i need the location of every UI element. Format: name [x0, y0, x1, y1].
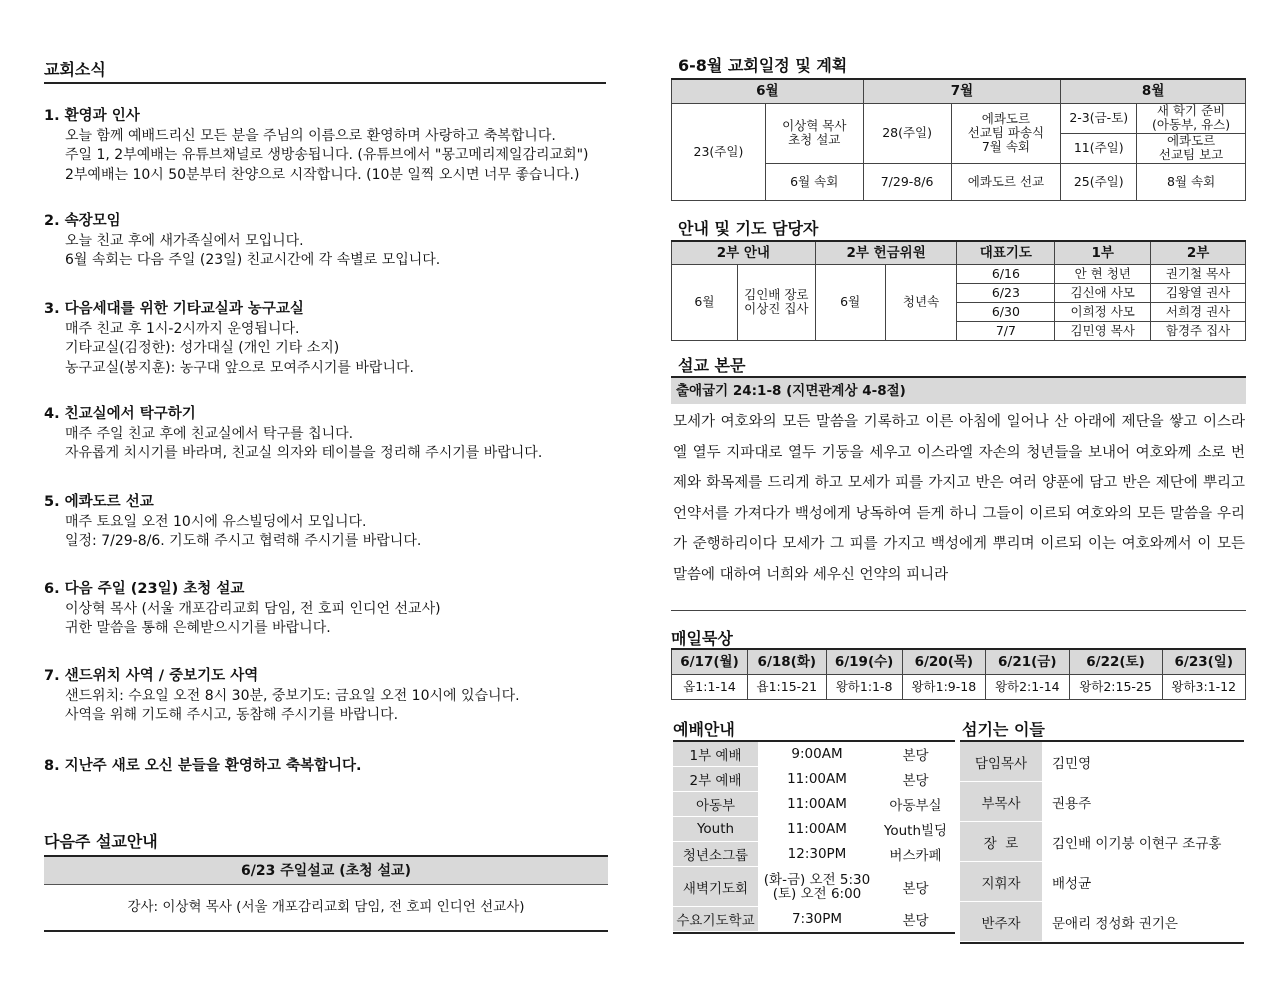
daily-title: 매일묵상 — [671, 629, 733, 648]
schedule-event: 에콰도르 선교팀 보고 — [1137, 133, 1246, 163]
news-line: 사역을 위해 기도해 주시고, 동참해 주시기를 바랍니다. — [65, 707, 399, 723]
schedule-date: 23(주일) — [672, 103, 766, 200]
sermon-text: 모세가 여호와의 모든 말씀을 기록하고 이른 아침에 일어나 산 아래에 제단을 쌓고 이스라엘 열두 지파대로 열두 기둥을 세우고 이스라엘 자손의 청년들을 보내어 여호와께 소로 번제와 화목제를 드리게 하고 모세가 피를 가지고 반은 여러 양푼에 담고 반은 제단에 뿌리고 언약서를 가져다가 백성에게 낭독하여 듣게 하니 그들이 이르되 여호와의 모든 말씀을 우리가 준행하리이다 모세가 그 피를 가지고 백성에게 뿌리며 이르되 이는 여호와께서 이 모든 말씀에 대하여 너희와 세우신 언약의 피니라 — [673, 414, 1245, 583]
sermon-rule — [671, 610, 1246, 611]
next-sermon-header: 6/23 주일설교 (초청 설교) — [44, 857, 608, 885]
schedule-title: 6-8월 교회일정 및 계획 — [678, 56, 848, 75]
news-line: 주일 1, 2부예배는 유튜브채널로 생방송됩니다. (유튜브에서 "몽고메리제일감리교회") — [65, 147, 589, 163]
news-item — [44, 667, 614, 726]
worship-name: 2부 예배 — [673, 767, 758, 791]
news-item — [44, 757, 614, 777]
guide-table — [671, 240, 1246, 341]
daily-day: 6/23(일) — [1162, 649, 1246, 674]
schedule-event: 새 학기 준비 (아동부, 유스) — [1137, 103, 1246, 133]
servant-role: 반주자 — [960, 902, 1042, 941]
news-line: 농구교실(봉지훈): 농구대 앞으로 모여주시기를 바랍니다. — [65, 359, 414, 376]
prayer-p2: 김왕열 권사 — [1151, 283, 1246, 302]
news-line: 자유롭게 치시기를 바라며, 친교실 의자와 테이블을 정리해 주시기를 바랍니다. — [65, 445, 543, 461]
worship-row — [673, 742, 955, 767]
prayer-p1: 김신애 사모 — [1055, 283, 1151, 302]
news-item — [44, 580, 614, 639]
next-sermon-title: 다음주 설교안내 — [44, 832, 158, 851]
schedule-event: 6월 속회 — [765, 163, 863, 200]
worship-title: 예배안내 — [673, 720, 735, 739]
worship-place: Youth빌딩 — [883, 823, 948, 839]
daily-ref: 왕하2:1-14 — [986, 674, 1069, 699]
news-item — [44, 212, 614, 271]
worship-row — [673, 907, 955, 932]
news-line: 매주 토요일 오전 10시에 유스빌딩에서 모입니다. — [65, 513, 367, 530]
servant-role: 담임목사 — [960, 742, 1042, 781]
servant-role: 지휘자 — [960, 862, 1042, 901]
schedule-date: 11(주일) — [1061, 133, 1137, 163]
worship-row — [673, 842, 955, 867]
daily-ref: 옵1:1-14 — [672, 674, 748, 699]
daily-ref: 왕하2:15-25 — [1069, 674, 1162, 699]
worship-row — [673, 792, 955, 817]
prayer-p1: 김민영 목사 — [1055, 321, 1151, 340]
worship-name: 수요기도학교 — [673, 907, 758, 931]
sermon-reference: 출애굽기 24:1-8 (지면관계상 4-8절) — [671, 376, 1246, 404]
news-heading: 7. 샌드위치 사역 / 중보기도 사역 — [44, 668, 259, 684]
schedule-date: 25(주일) — [1061, 163, 1137, 200]
news-item — [44, 107, 614, 185]
schedule-event: 에콰도르 선교 — [951, 163, 1061, 200]
news-heading: 8. 지난주 새로 오신 분들을 환영하고 축복합니다. — [44, 758, 362, 774]
schedule-event: 이상혁 목사 초청 설교 — [765, 103, 863, 163]
news-title-rule — [44, 82, 606, 84]
worship-time: (화-금) 오전 5:30 (토) 오전 6:00 — [763, 871, 871, 902]
guide-month: 6월 — [672, 264, 738, 340]
news-line: 매주 주일 친교 후에 친교실에서 탁구를 칩니다. — [65, 425, 354, 442]
next-sermon-box — [44, 855, 608, 932]
schedule-date: 28(주일) — [863, 103, 951, 163]
daily-ref: 왕하1:9-18 — [902, 674, 985, 699]
news-line: 오늘 함께 예배드리신 모든 분을 주님의 이름으로 환영하며 사랑하고 축복합니다. — [65, 127, 556, 144]
guide-title: 안내 및 기도 담당자 — [678, 219, 819, 238]
news-item — [44, 493, 614, 552]
servant-names: 문애리 정성화 권기은 — [1052, 915, 1178, 932]
servant-row — [960, 822, 1244, 862]
news-heading: 4. 친교실에서 탁구하기 — [44, 406, 196, 422]
servant-names: 배성균 — [1052, 875, 1092, 892]
servant-names: 김민영 — [1052, 755, 1092, 772]
daily-day: 6/17(월) — [672, 649, 748, 674]
news-item — [44, 405, 614, 464]
daily-day: 6/18(화) — [748, 649, 827, 674]
worship-place: 버스카페 — [889, 848, 942, 864]
prayer-date: 6/23 — [957, 283, 1055, 302]
worship-place: 본당 — [902, 880, 929, 897]
month-header: 8월 — [1061, 79, 1246, 103]
worship-name: 새벽기도회 — [673, 867, 758, 906]
daily-day: 6/21(금) — [986, 649, 1069, 674]
worship-name: Youth — [673, 817, 758, 841]
prayer-date: 6/30 — [957, 302, 1055, 321]
servant-row — [960, 742, 1244, 782]
news-title: 교회소식 — [44, 60, 106, 79]
daily-ref: 왕하3:1-12 — [1162, 674, 1246, 699]
prayer-p2: 권기철 목사 — [1151, 264, 1246, 283]
news-heading: 2. 속장모임 — [44, 213, 121, 229]
guide-header: 2부 안내 — [672, 241, 816, 264]
news-line: 이상혁 목사 (서울 개포감리교회 담임, 전 호피 인디언 선교사) — [65, 600, 441, 617]
worship-place: 본당 — [902, 773, 929, 789]
schedule-table — [671, 78, 1246, 201]
news-line: 매주 친교 후 1시-2시까지 운영됩니다. — [65, 320, 300, 337]
news-item — [44, 300, 614, 378]
daily-day: 6/22(토) — [1069, 649, 1162, 674]
schedule-event: 에콰도르 선교팀 파송식 7월 속회 — [951, 103, 1061, 163]
prayer-p1: 이희정 사모 — [1055, 302, 1151, 321]
daily-table — [671, 648, 1246, 700]
worship-row — [673, 867, 955, 907]
guide-header: 2부 헌금위원 — [815, 241, 957, 264]
worship-time: 11:00AM — [787, 771, 847, 787]
news-heading: 6. 다음 주일 (23일) 초청 설교 — [44, 581, 245, 597]
daily-ref: 욥1:15-21 — [748, 674, 827, 699]
worship-table — [673, 740, 955, 934]
worship-time: 12:30PM — [787, 846, 847, 862]
news-line: 오늘 친교 후에 새가족실에서 모입니다. — [65, 232, 304, 249]
daily-ref: 왕하1:1-8 — [826, 674, 902, 699]
worship-name: 청년소그룹 — [673, 842, 758, 866]
guide-header: 2부 — [1151, 241, 1246, 264]
worship-row — [673, 767, 955, 792]
news-line: 6월 속회는 다음 주일 (23일) 친교시간에 각 속별로 모입니다. — [65, 252, 441, 268]
prayer-p2: 서희경 권사 — [1151, 302, 1246, 321]
servant-row — [960, 782, 1244, 822]
worship-name: 아동부 — [673, 792, 758, 816]
month-header: 6월 — [672, 79, 864, 103]
worship-name: 1부 예배 — [673, 742, 758, 766]
next-sermon-speaker: 강사: 이상혁 목사 (서울 개포감리교회 담임, 전 호피 인디언 선교사) — [127, 899, 525, 915]
worship-time: 11:00AM — [787, 796, 847, 812]
guide-header: 대표기도 — [957, 241, 1055, 264]
worship-place: 아동부실 — [889, 798, 942, 814]
daily-day: 6/19(수) — [826, 649, 902, 674]
daily-day: 6/20(목) — [902, 649, 985, 674]
guide-header: 1부 — [1055, 241, 1151, 264]
worship-place: 본당 — [902, 913, 929, 929]
schedule-date: 7/29-8/6 — [863, 163, 951, 200]
worship-row — [673, 817, 955, 842]
news-heading: 5. 에콰도르 선교 — [44, 494, 154, 510]
prayer-date: 6/16 — [957, 264, 1055, 283]
worship-time: 7:30PM — [791, 911, 843, 927]
prayer-p2: 함경주 집사 — [1151, 321, 1246, 340]
servant-names: 김인배 이기붕 이현구 조규홍 — [1052, 835, 1222, 852]
news-heading: 3. 다음세대를 위한 기타교실과 농구교실 — [44, 301, 304, 317]
servant-row — [960, 902, 1244, 942]
servant-role: 부목사 — [960, 782, 1042, 821]
servant-names: 권용주 — [1052, 795, 1092, 812]
news-line: 귀한 말씀을 통해 은혜받으시기를 바랍니다. — [65, 620, 331, 636]
news-line: 2부예배는 10시 50분부터 찬양으로 시작합니다. (10분 일찍 오시면 너무 좋습니다.) — [65, 166, 580, 183]
prayer-date: 7/7 — [957, 321, 1055, 340]
schedule-event: 8월 속회 — [1137, 163, 1246, 200]
month-header: 7월 — [863, 79, 1061, 103]
worship-place: 본당 — [902, 748, 929, 764]
servant-role: 장 로 — [960, 822, 1042, 861]
schedule-date: 2-3(금-토) — [1061, 103, 1137, 133]
worship-time: 9:00AM — [791, 746, 843, 762]
news-line: 일정: 7/29-8/6. 기도해 주시고 협력해 주시기를 바랍니다. — [65, 533, 422, 549]
prayer-p1: 안 현 청년 — [1055, 264, 1151, 283]
servants-title: 섬기는 이들 — [962, 720, 1045, 739]
news-line: 샌드위치: 수요일 오전 8시 30분, 중보기도: 금요일 오전 10시에 있습니다. — [65, 687, 520, 704]
worship-time: 11:00AM — [787, 821, 847, 837]
servant-row — [960, 862, 1244, 902]
guide-ushers: 김인배 장로 이상진 집사 — [737, 264, 815, 340]
guide-offering: 청년속 — [885, 264, 957, 340]
guide-month: 6월 — [815, 264, 885, 340]
servants-table — [960, 740, 1244, 944]
news-heading: 1. 환영과 인사 — [44, 108, 140, 124]
sermon-title: 설교 본문 — [678, 356, 746, 375]
news-line: 기타교실(김정한): 성가대실 (개인 기타 소지) — [65, 340, 340, 356]
